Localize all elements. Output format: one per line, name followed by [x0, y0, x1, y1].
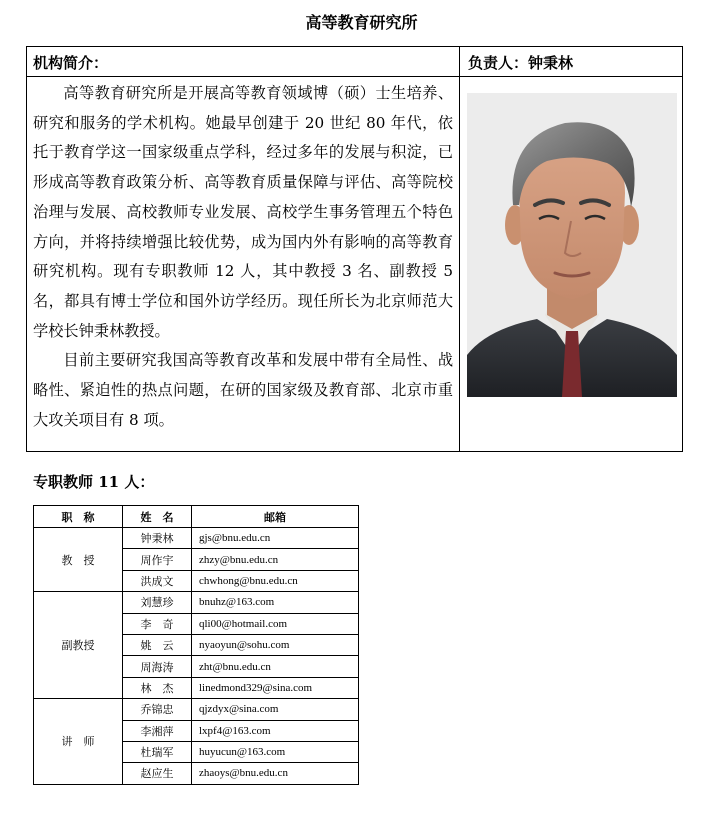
column-header-name: 姓 名: [123, 506, 192, 528]
column-header-email: 邮箱: [192, 506, 359, 528]
email-link[interactable]: zhaoys@bnu.edu.cn: [192, 763, 359, 784]
rank-cell: 讲 师: [34, 699, 123, 785]
table-row: [34, 592, 359, 613]
director-photo: [467, 93, 677, 397]
intro-paragraph: 目前主要研究我国高等教育改革和发展中带有全局性、战略性、紧迫性的热点问题，在研的国家级及教育部、北京市重大攻关项目有 8 项。: [33, 351, 453, 429]
name-cell: 李湘萍: [123, 720, 192, 741]
email-link[interactable]: qjzdyx@sina.com: [192, 699, 359, 720]
name-cell: 李 奇: [123, 613, 192, 634]
email-link[interactable]: linedmond329@sina.com: [192, 677, 359, 698]
column-header-title: 职 称: [34, 506, 123, 528]
staff-heading: 专职教师 11 人：: [33, 473, 155, 491]
name-cell: 周海涛: [123, 656, 192, 677]
director-label: 负责人：钟秉林: [468, 54, 574, 72]
email-link[interactable]: bnuhz@163.com: [192, 592, 359, 613]
name-cell: 林 杰: [123, 677, 192, 698]
email-link[interactable]: gjs@bnu.edu.cn: [192, 528, 359, 549]
email-link[interactable]: lxpf4@163.com: [192, 720, 359, 741]
name-cell: 钟秉林: [123, 528, 192, 549]
intro-table: [26, 46, 683, 452]
intro-paragraph: 高等教育研究所是开展高等教育领域博（硕）士生培养、研究和服务的学术机构。她最早创建于 20 世纪 80 年代，依托于教育学这一国家级重点学科，经过多年的发展与积淀，已形成高等教育政策分析、高等教育质量保障与评估、高等院校治理与发展、高校教师专业发展、高校学生事务管理五个特色方向，并将持续增强比较优势，成为国内外有影响的高等教育研究机构。现有专职教师 12 人，其中教授 3 名、副教授 5 名，都具有博士学位和国外访学经历。现任所长为北京师范大学校长钟秉林教授。: [33, 84, 453, 340]
name-cell: 周作宇: [123, 549, 192, 570]
email-link[interactable]: zht@bnu.edu.cn: [192, 656, 359, 677]
email-link[interactable]: zhzy@bnu.edu.cn: [192, 549, 359, 570]
name-cell: 刘慧珍: [123, 592, 192, 613]
email-link[interactable]: huyucun@163.com: [192, 741, 359, 762]
intro-column-divider: [459, 47, 460, 451]
rank-cell: 副教授: [34, 592, 123, 699]
portrait-image: [467, 93, 677, 397]
staff-table: [33, 505, 359, 785]
table-row: [34, 528, 359, 549]
intro-header-label: 机构简介：: [33, 54, 109, 72]
table-row: [34, 699, 359, 720]
intro-description: [33, 79, 453, 435]
email-link[interactable]: nyaoyun@sohu.com: [192, 634, 359, 655]
name-cell: 姚 云: [123, 634, 192, 655]
name-cell: 杜瑞军: [123, 741, 192, 762]
table-header-row: [34, 506, 359, 528]
intro-header-row: [27, 47, 682, 77]
email-link[interactable]: chwhong@bnu.edu.cn: [192, 570, 359, 591]
name-cell: 洪成文: [123, 570, 192, 591]
page-title: 高等教育研究所: [305, 13, 418, 32]
name-cell: 乔锦忠: [123, 699, 192, 720]
email-link[interactable]: qli00@hotmail.com: [192, 613, 359, 634]
rank-cell: 教 授: [34, 528, 123, 592]
name-cell: 赵应生: [123, 763, 192, 784]
